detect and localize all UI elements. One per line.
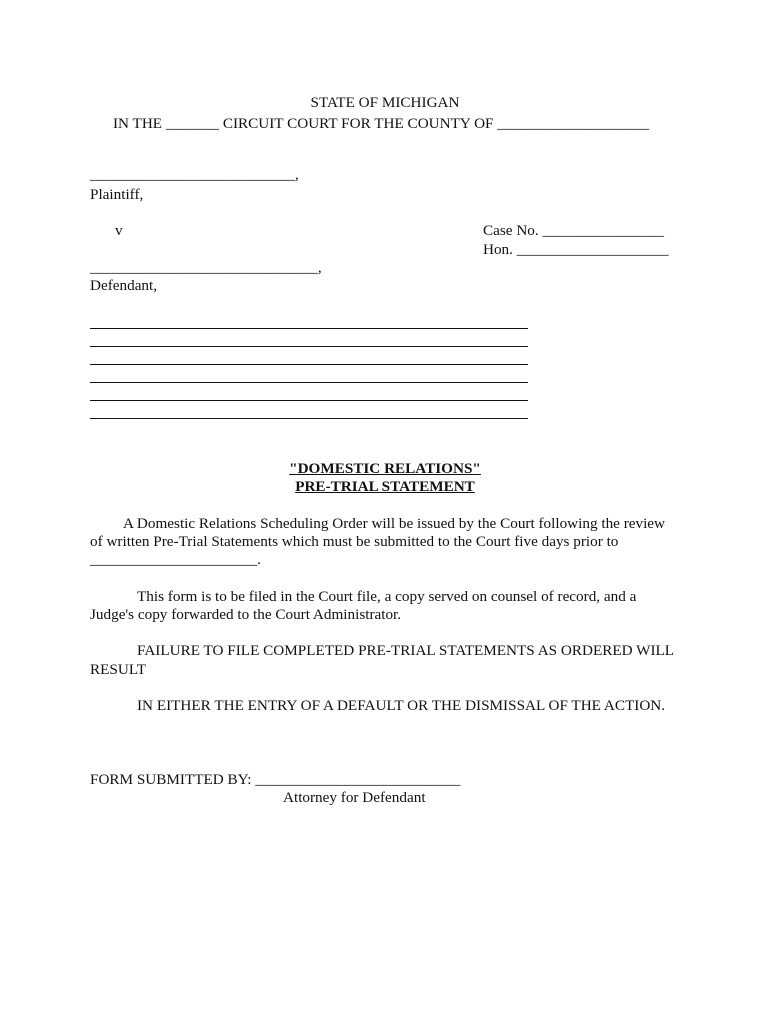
form-submitted-by: FORM SUBMITTED BY: ___________________________ xyxy=(90,771,461,788)
case-number-field: Case No. ________________ xyxy=(483,222,664,239)
attorney-info-line xyxy=(90,346,528,347)
attorney-info-line xyxy=(90,400,528,401)
attorney-info-line xyxy=(90,382,528,383)
versus-label: v xyxy=(115,222,123,239)
judge-field: Hon. ____________________ xyxy=(483,241,669,258)
attorney-role-label: Attorney for Defendant xyxy=(283,789,426,806)
warning-line1: FAILURE TO FILE COMPLETED PRE-TRIAL STATEMENTS AS ORDERED WILL xyxy=(137,642,675,659)
warning-line2: RESULT xyxy=(90,661,146,678)
defendant-label: Defendant, xyxy=(90,277,158,294)
state-heading: STATE OF MICHIGAN xyxy=(310,94,460,111)
court-line: IN THE _______ CIRCUIT COURT FOR THE COUNTY OF ____________________ xyxy=(113,115,650,132)
paragraph-scheduling-line1: A Domestic Relations Scheduling Order will be issued by the Court following the review xyxy=(123,515,666,532)
paragraph-filing-line1: This form is to be filed in the Court file, a copy served on counsel of record, and a xyxy=(137,588,637,605)
paragraph-scheduling-date-blank: ______________________. xyxy=(90,551,261,568)
attorney-info-line xyxy=(90,328,528,329)
attorney-info-line xyxy=(90,418,528,419)
paragraph-scheduling-line2: of written Pre-Trial Statements which must be submitted to the Court five days prior to xyxy=(90,533,619,550)
plaintiff-label: Plaintiff, xyxy=(90,186,144,203)
warning-line3: IN EITHER THE ENTRY OF A DEFAULT OR THE DISMISSAL OF THE ACTION. xyxy=(137,697,666,714)
document-title-line1: "DOMESTIC RELATIONS" xyxy=(289,460,481,477)
paragraph-filing-line2: Judge's copy forwarded to the Court Administrator. xyxy=(90,606,402,623)
document-title-line2: PRE-TRIAL STATEMENT xyxy=(295,478,475,495)
defendant-name-blank: ______________________________, xyxy=(90,259,322,276)
plaintiff-name-blank: ___________________________, xyxy=(90,166,299,183)
attorney-info-line xyxy=(90,364,528,365)
